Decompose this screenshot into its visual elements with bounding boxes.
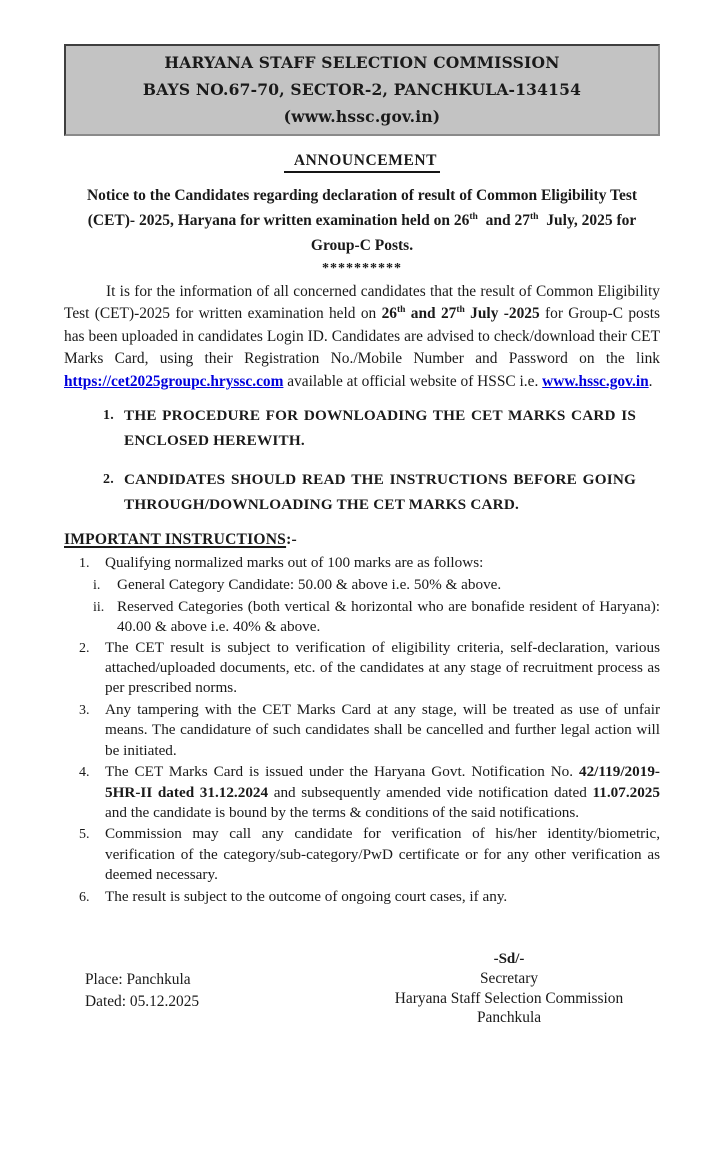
text-segment: July -2025 bbox=[464, 305, 540, 323]
text-segment: Any tampering with the CET Marks Card at any stage, will be treated as use of unfair means. The candidature of such candidates shall be cancelled and further legal action will be initiated. bbox=[105, 700, 660, 759]
list-number: 6. bbox=[79, 889, 90, 905]
instruction-item bbox=[64, 762, 660, 823]
bold-point bbox=[103, 467, 660, 517]
superscript-text: th bbox=[529, 210, 539, 222]
bold-point bbox=[103, 403, 660, 453]
star-separator: ********** bbox=[322, 261, 402, 276]
instruction-item bbox=[64, 887, 660, 908]
instruction-subitem bbox=[64, 575, 660, 596]
text-segment: July, 2025 for Group-C Posts. bbox=[310, 212, 637, 254]
bold-point-text: CANDIDATES SHOULD READ THE INSTRUCTIONS BEFORE GOING THROUGH/DOWNLOADING THE CET MARKS CARD. bbox=[124, 471, 636, 514]
list-number: 1. bbox=[79, 556, 90, 572]
superscript-text: th bbox=[469, 210, 478, 222]
list-number: 4. bbox=[79, 765, 90, 781]
announcement-title-row bbox=[64, 152, 660, 173]
hyperlink[interactable]: https://cet2025groupc.hryssc.com bbox=[64, 372, 284, 390]
instruction-item bbox=[64, 700, 660, 761]
instruction-text bbox=[105, 824, 660, 885]
text-segment: and 27 bbox=[477, 212, 530, 229]
instruction-text bbox=[105, 762, 660, 823]
instruction-item bbox=[64, 638, 660, 699]
dated-line: Dated: 05.12.2025 bbox=[85, 993, 200, 1011]
text-segment: It is for the information of all concerned candidates that the result of Common Eligibility Test (CET)-2025 for written examination held on bbox=[64, 283, 660, 323]
text-segment: Commission may call any candidate for verification of his/her identity/biometric, verification of the category/sub-category/PwD certificate or for any other verification as deemed necessary. bbox=[105, 825, 660, 884]
intro-paragraph bbox=[64, 281, 660, 393]
important-instructions-heading bbox=[64, 531, 660, 549]
text-segment: 11.07.2025 bbox=[592, 783, 660, 801]
header-box bbox=[64, 44, 660, 136]
heading-underlined-text: IMPORTANT INSTRUCTIONS bbox=[64, 531, 287, 549]
place-line: Place: Panchkula bbox=[85, 970, 191, 988]
text-segment: available at official website of HSSC i.e. bbox=[283, 372, 543, 390]
text-segment: 26 bbox=[381, 305, 397, 323]
superscript-text: th bbox=[396, 304, 406, 316]
heading-suffix: :- bbox=[286, 531, 297, 549]
text-segment: Notice to the Candidates regarding declaration of result of Common Eligibility Test (CET)- 2025, Haryana for written examination held on 26 bbox=[86, 187, 638, 229]
subitem-text: Reserved Categories (both vertical & horizontal who are bonafide resident of Haryana): 40.00 & above i.e. 40% & above. bbox=[117, 597, 660, 636]
text-segment: and subsequently amended vide notification dated bbox=[268, 783, 593, 801]
notice-heading bbox=[64, 183, 660, 258]
list-number: 1. bbox=[103, 408, 114, 424]
signatory-block bbox=[366, 950, 652, 1028]
hyperlink[interactable]: www.hssc.gov.in bbox=[542, 372, 649, 390]
text-segment: The CET result is subject to verification of eligibility criteria, self-declaration, various attached/uploaded documents, etc. of the candidates at any stage of recruitment process as per prescribed norms. bbox=[105, 638, 660, 697]
text-segment: 42/119/2019-5HR-II dated 31.12.2024 bbox=[105, 763, 660, 801]
place-date-block bbox=[85, 950, 199, 1028]
signature-block bbox=[64, 950, 660, 1028]
sd-line: -Sd/- bbox=[493, 950, 525, 967]
instruction-item bbox=[64, 824, 660, 885]
text-segment: The result is subject to the outcome of ongoing court cases, if any. bbox=[105, 887, 508, 905]
list-number: 3. bbox=[79, 702, 90, 718]
signatory-designation: Secretary bbox=[479, 970, 539, 988]
list-number: 5. bbox=[79, 827, 90, 843]
instruction-item bbox=[64, 553, 660, 574]
org-address: BAYS NO.67-70, SECTOR-2, PANCHKULA-134154 bbox=[142, 80, 582, 99]
text-segment: for Group-C posts has been uploaded in candidates Login ID. Candidates are advised to check/download their CET Marks Card, using their Registration No./Mobile Number and Password on the link bbox=[64, 305, 660, 368]
subitem-text: General Category Candidate: 50.00 & above i.e. 50% & above. bbox=[117, 576, 502, 594]
sublist-number: i. bbox=[93, 578, 101, 594]
bold-point-text: THE PROCEDURE FOR DOWNLOADING THE CET MARKS CARD IS ENCLOSED HEREWITH. bbox=[124, 407, 636, 450]
org-name: HARYANA STAFF SELECTION COMMISSION bbox=[164, 53, 560, 72]
org-website: (www.hssc.gov.in) bbox=[283, 107, 441, 126]
bold-points bbox=[64, 403, 660, 517]
superscript-text: th bbox=[456, 304, 465, 316]
text-segment: The CET Marks Card is issued under the Haryana Govt. Notification No. bbox=[105, 763, 579, 781]
instruction-text bbox=[105, 887, 660, 908]
text-segment: Qualifying normalized marks out of 100 marks are as follows: bbox=[105, 554, 484, 572]
text-segment: and the candidate is bound by the terms & conditions of the said notifications. bbox=[105, 803, 580, 821]
text-segment: and 27 bbox=[405, 305, 457, 323]
instruction-subitem bbox=[64, 597, 660, 638]
list-number: 2. bbox=[79, 640, 90, 656]
instruction-text bbox=[105, 553, 660, 574]
list-number: 2. bbox=[103, 472, 114, 488]
signatory-organization: Haryana Staff Selection Commission bbox=[394, 989, 624, 1007]
announcement-title: ANNOUNCEMENT bbox=[284, 152, 440, 173]
sublist-number: ii. bbox=[93, 599, 105, 615]
signatory-city: Panchkula bbox=[476, 1009, 542, 1027]
instructions-list bbox=[64, 553, 660, 908]
text-segment: . bbox=[648, 372, 653, 390]
instruction-text bbox=[105, 700, 660, 761]
instruction-text bbox=[105, 638, 660, 699]
